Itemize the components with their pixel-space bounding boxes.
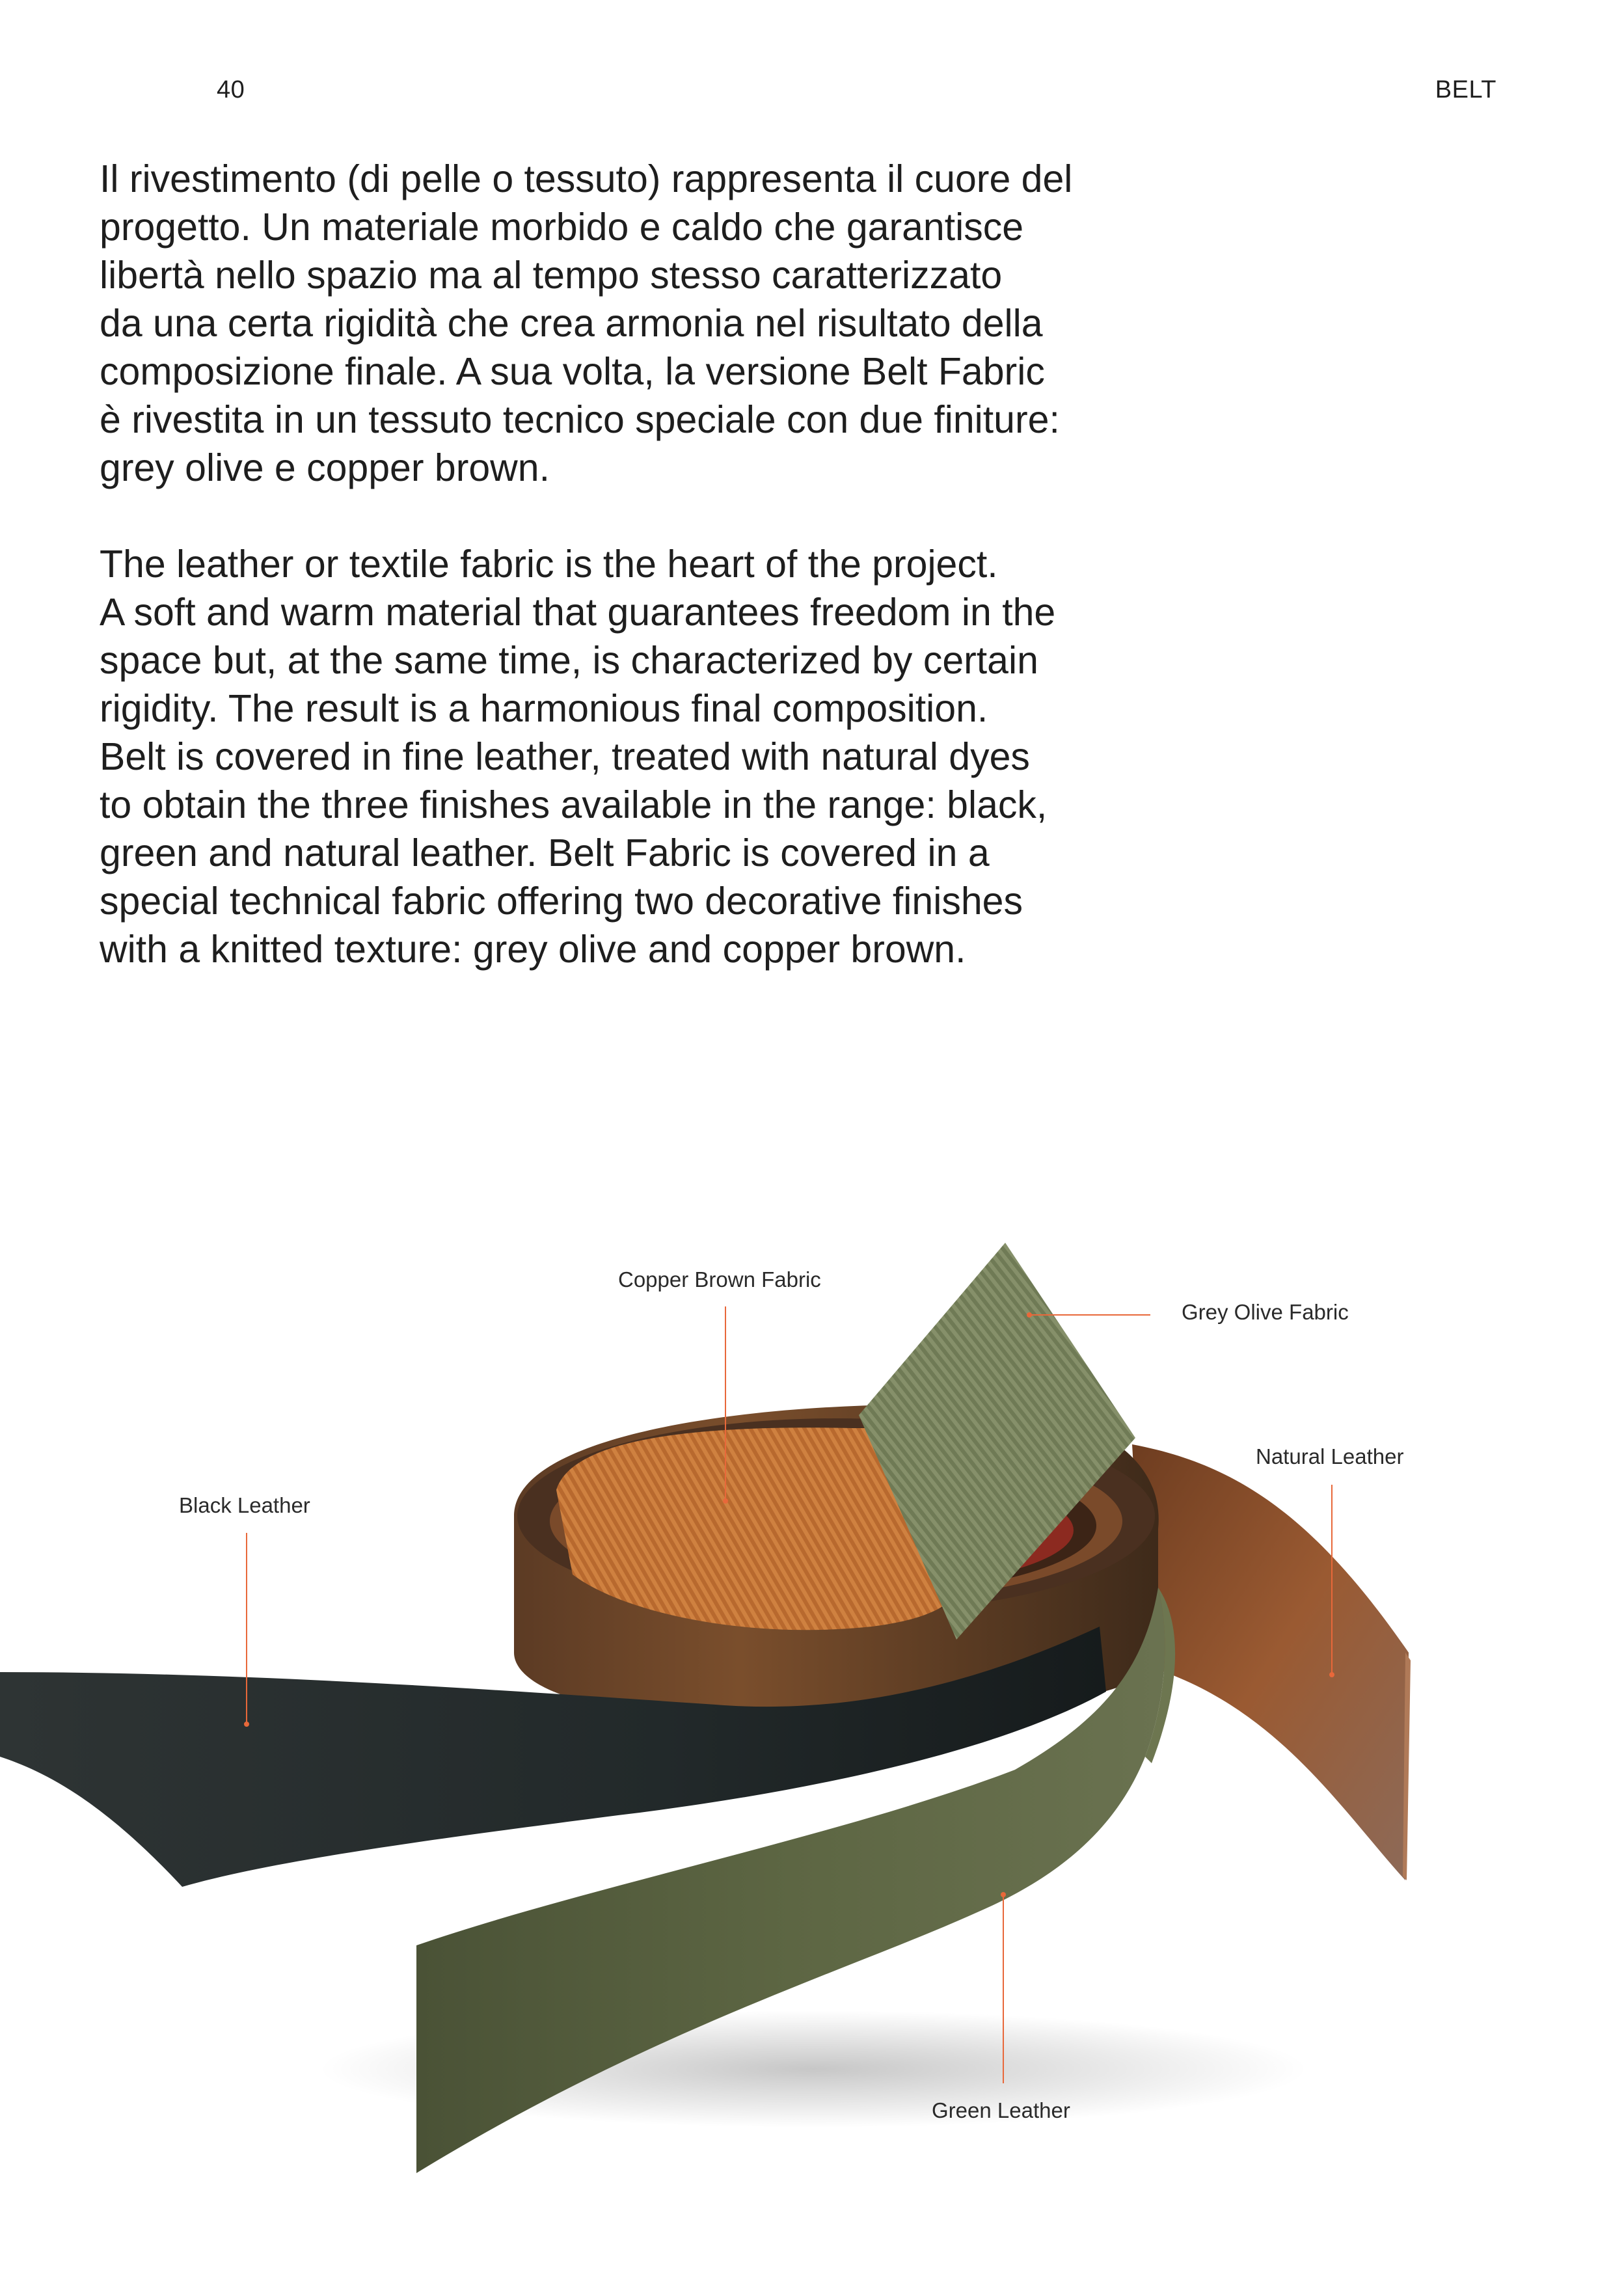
label-black-leather: Black Leather — [179, 1493, 310, 1517]
english-paragraph — [100, 540, 1115, 973]
text-line: with a knitted texture: grey olive and copper brown. — [100, 928, 966, 971]
text-line: rigidity. The result is a harmonious final composition. — [100, 687, 988, 730]
text-line: Il rivestimento (di pelle o tessuto) rappresenta il cuore del — [100, 157, 1073, 200]
leader-line — [1331, 1485, 1333, 1673]
text-line: composizione finale. A sua volta, la versione Belt Fabric — [100, 350, 1045, 393]
label-green-leather: Green Leather — [932, 2098, 1070, 2122]
label-copper-brown-fabric: Copper Brown Fabric — [618, 1267, 821, 1291]
text-line: space but, at the same time, is characterized by certain — [100, 639, 1038, 682]
text-line: The leather or textile fabric is the heart of the project. — [100, 543, 998, 586]
label-grey-olive-fabric: Grey Olive Fabric — [1182, 1300, 1349, 1324]
leader-line — [1003, 1895, 1004, 2083]
leader-dot — [244, 1722, 249, 1727]
text-line: da una certa rigidità che crea armonia nel risultato della — [100, 302, 1043, 345]
leader-dot — [1027, 1312, 1032, 1318]
text-line: Belt is covered in fine leather, treated with natural dyes — [100, 735, 1030, 778]
text-line: grey olive e copper brown. — [100, 446, 550, 489]
text-line: libertà nello spazio ma al tempo stesso caratterizzato — [100, 254, 1003, 297]
leader-dot — [1329, 1672, 1334, 1677]
text-line: progetto. Un materiale morbido e caldo che garantisce — [100, 206, 1024, 249]
leader-line — [1029, 1314, 1150, 1316]
belt-materials-illustration — [0, 1184, 1624, 2285]
label-natural-leather: Natural Leather — [1256, 1444, 1404, 1468]
page-number: 40 — [217, 76, 245, 103]
leader-dot — [723, 1498, 728, 1504]
text-line: special technical fabric offering two decorative finishes — [100, 880, 1023, 923]
leader-line — [246, 1533, 247, 1723]
text-line: green and natural leather. Belt Fabric is covered in a — [100, 832, 990, 874]
text-line: A soft and warm material that guarantees freedom in the — [100, 591, 1056, 634]
leader-dot — [1001, 1892, 1006, 1897]
section-title: BELT — [1435, 76, 1496, 103]
italian-paragraph — [100, 155, 1115, 492]
text-line: to obtain the three finishes available in the range: black, — [100, 783, 1048, 826]
leader-line — [725, 1306, 726, 1502]
text-line: è rivestita in un tessuto tecnico speciale con due finiture: — [100, 398, 1060, 441]
